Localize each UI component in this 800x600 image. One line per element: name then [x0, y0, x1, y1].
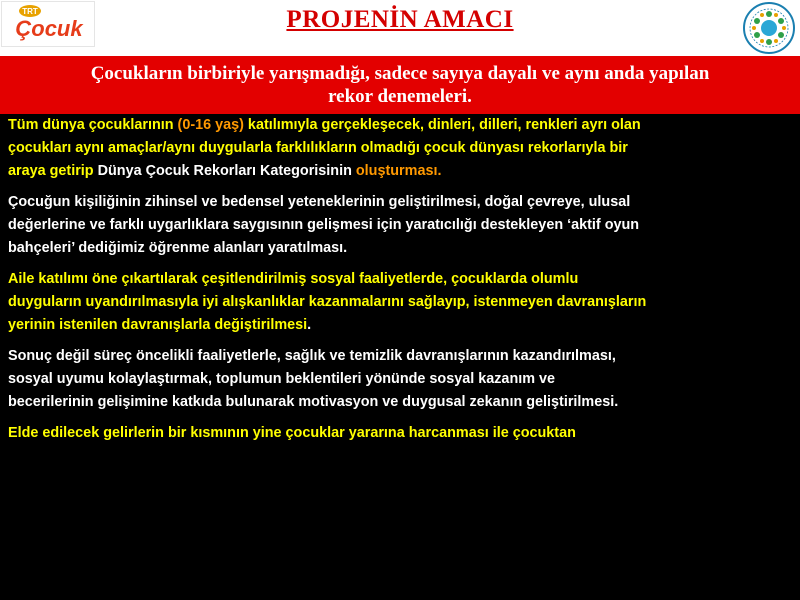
paragraph-6: bahçeleri’ dediğimiz öğrenme alanları yaratılması. — [8, 240, 348, 256]
banner-line-1: Çocukların birbiriyle yarışmadığı, sadece sayıya dayalı ve aynı anda yapılan — [90, 63, 710, 84]
p1-start: Tüm dünya çocuklarının — [8, 117, 178, 133]
subtitle-banner — [0, 56, 800, 114]
paragraph-3 — [8, 163, 791, 180]
paragraph-4: Çocuğun kişiliğinin zihinsel ve bedensel yeteneklerinin geliştirilmesi, doğal çevreye, ulusal — [8, 194, 631, 210]
p3-end: oluşturması. — [355, 163, 442, 179]
dunya-cocuk-rekorlari-seal — [740, 1, 798, 55]
p3-start: araya getirip — [8, 163, 98, 179]
logo-small-text: TRT — [22, 7, 38, 16]
slide-header — [0, 0, 800, 56]
paragraph-2: çocukları aynı amaçlar/aynı duygularla farklılıkların olmadığı çocuk dünyası rekorlarıyla bir — [8, 140, 628, 156]
logo-text: Çocuk — [15, 16, 83, 41]
banner-line-2: rekor denemeleri. — [328, 86, 472, 107]
p1-age-range: (0-16 yaş) — [177, 117, 244, 133]
body-text — [8, 117, 791, 600]
p3-category: Dünya Çocuk Rekorları Kategorisinin — [97, 163, 356, 179]
p9-period: . — [307, 317, 312, 333]
paragraph-7: Aile katılımı öne çıkartılarak çeşitlendirilmiş sosyal faaliyetlerde, çocuklarda olumlu — [8, 271, 579, 287]
paragraph-5: değerlerine ve farklı uygarlıklara saygısının gelişmesi için yaratıcılığı destekleyen ‘aktif oyun — [8, 217, 640, 233]
paragraph-10: Sonuç değil süreç öncelikli faaliyetlerle, sağlık ve temizlik davranışlarının kazandırılması, — [8, 348, 616, 364]
p9-text: yerinin istenilen davranışlarla değiştirilmesi — [8, 317, 308, 333]
p1-end: katılımıyla gerçekleşecek, dinleri, dilleri, renkleri ayrı olan — [243, 117, 641, 133]
paragraph-11: sosyal uyumu kolaylaştırmak, toplumun beklentileri yönünde sosyal kazanım ve — [8, 371, 556, 387]
paragraph-8: duyguların uyandırılmasıyla iyi alışkanlıklar kazanmalarını sağlayıp, istenmeyen davranışların — [8, 294, 647, 310]
seal-graphic — [740, 1, 798, 55]
paragraph-9 — [8, 317, 791, 334]
paragraph-1 — [8, 117, 791, 134]
paragraph-12: becerilerinin gelişimine katkıda bulunarak motivasyon ve duygusal zekanın geliştirilmesi. — [8, 394, 619, 410]
paragraph-13: Elde edilecek gelirlerin bir kısmının yine çocuklar yararına harcanması ile çocuktan — [8, 425, 576, 441]
page-title: PROJENİN AMACI — [286, 6, 514, 33]
